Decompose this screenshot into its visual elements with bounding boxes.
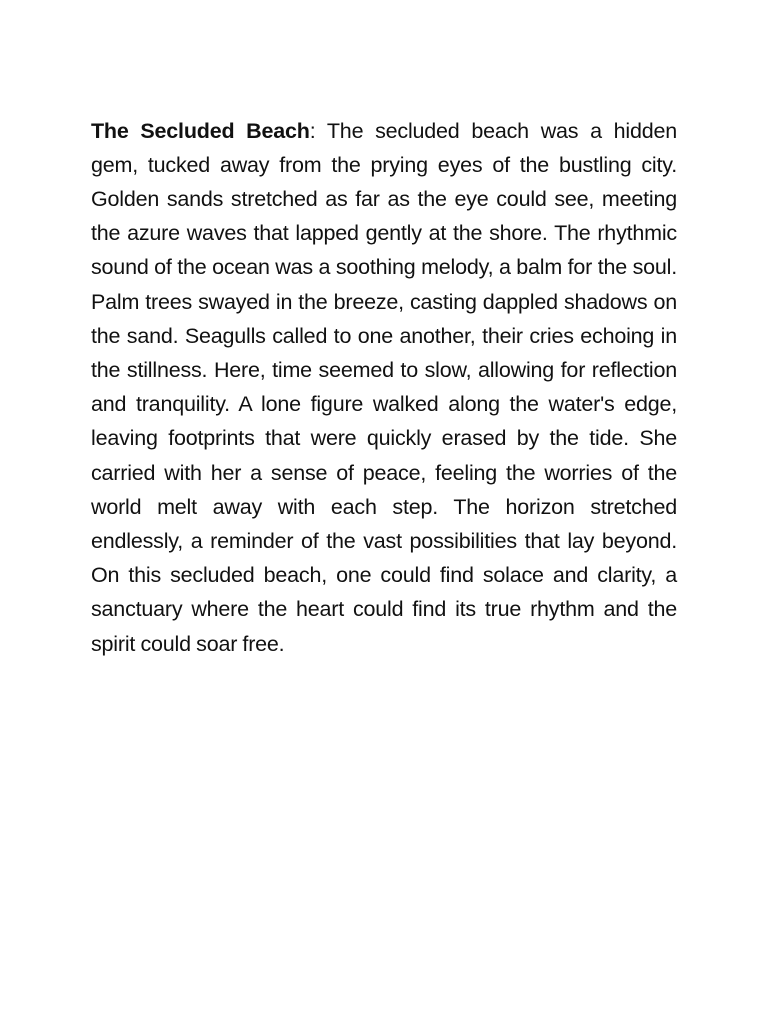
body-paragraph bbox=[91, 114, 677, 661]
title-separator: : bbox=[309, 118, 327, 143]
body-text: The secluded beach was a hidden gem, tucked away from the prying eyes of the bustling city. Golden sands stretched as far as the eye could see, meeting the azure waves that lapped gently at the shore. The rhythmic sound of the ocean was a soothing melody, a balm for the soul. Palm trees swayed in the breeze, casting dappled shadows on the sand. Seagulls called to one another, their cries echoing in the stillness. Here, time seemed to slow, allowing for reflection and tranquility. A lone figure walked along the water's edge, leaving footprints that were quickly erased by the tide. She carried with her a sense of peace, feeling the worries of the world melt away with each step. The horizon stretched endlessly, a reminder of the vast possibilities that lay beyond. On this secluded beach, one could find solace and clarity, a sanctuary where the heart could find its true rhythm and the spirit could soar free. bbox=[91, 118, 677, 656]
document-title: The Secluded Beach bbox=[91, 118, 310, 143]
